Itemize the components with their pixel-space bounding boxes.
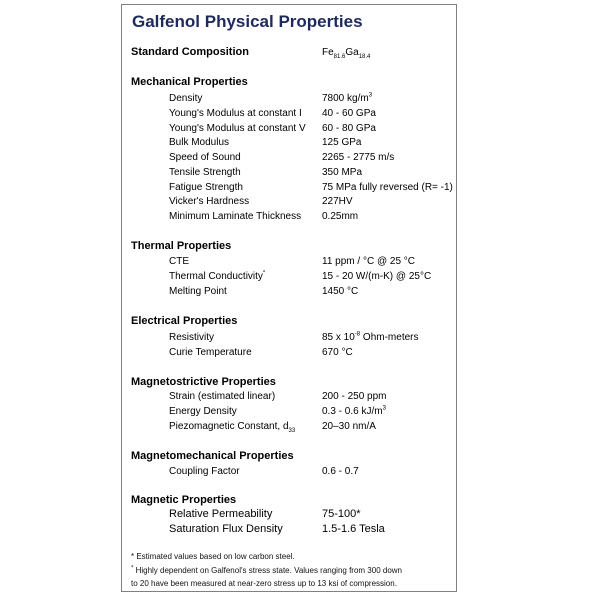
- cte-row: CTE 11 ppm / °C @ 25 °C: [169, 256, 415, 267]
- permeability-row: Relative Permeability 75-100*: [169, 508, 361, 520]
- youngs-i-row: Young's Modulus at constant I 40 - 60 GPa: [169, 108, 376, 119]
- resistivity-row: Resistivity 85 x $10^{-8}$ Ohm-meters: [169, 331, 419, 343]
- thermal-conductivity-row: Thermal Conductivity* 15 - 20 W/(m-K) @ 25°C: [169, 270, 432, 282]
- footnote-2-line-2: to 20 have been measured at near-zero stress up to 13 ksi of compression.: [131, 579, 397, 588]
- footnote-2-line-1: * Highly dependent on Galfenol's stress state. Values ranging from 300 down: [131, 565, 402, 575]
- thermal-heading: Thermal Properties: [131, 240, 232, 252]
- density-label: Density: [169, 93, 203, 104]
- electrical-heading: Electrical Properties: [131, 315, 238, 327]
- fatigue-row: Fatigue Strength 75 MPa fully reversed (R= -1): [169, 182, 453, 193]
- magnetomechanical-heading: Magnetomechanical Properties: [131, 450, 294, 462]
- speed-of-sound-row: Speed of Sound 2265 - 2775 m/s: [169, 152, 395, 163]
- strain-row: Strain (estimated linear) 200 - 250 ppm: [169, 391, 387, 402]
- piezomagnetic-row: Piezomagnetic Constant, $d_{33}$ 20–30 nm/A: [169, 421, 376, 434]
- properties-card: [121, 4, 457, 592]
- laminate-row: Minimum Laminate Thickness 0.25mm: [169, 211, 359, 222]
- melting-row: Melting Point 1450 °C: [169, 286, 359, 297]
- mechanical-heading: Mechanical Properties: [131, 76, 248, 88]
- saturation-row: Saturation Flux Density 1.5-1.6 Tesla: [169, 523, 385, 535]
- vickers-row: Vicker's Hardness 227HV: [169, 196, 353, 207]
- coupling-row: Coupling Factor 0.6 - 0.7: [169, 466, 359, 477]
- magnetic-heading: Magnetic Properties: [131, 494, 237, 506]
- footnote-1: * Estimated values based on low carbon steel.: [131, 552, 295, 561]
- tensile-row: Tensile Strength 350 MPa: [169, 167, 363, 178]
- composition-label: Standard Composition: [131, 46, 249, 58]
- magnetostrictive-heading: Magnetostrictive Properties: [131, 376, 276, 388]
- composition-value: $Fe_{81.6}Ga_{18.4}$: [322, 47, 371, 60]
- density-row: [122, 93, 456, 107]
- density-value: 7800 $kg/m^3$: [322, 92, 373, 104]
- curie-row: Curie Temperature 670 °C: [169, 347, 353, 358]
- page-title: Galfenol Physical Properties: [132, 12, 363, 31]
- energy-density-row: Energy Density 0.3 - 0.6 $kJ/m^3$: [169, 405, 386, 417]
- youngs-v-row: Young's Modulus at constant V 60 - 80 GPa: [169, 123, 376, 134]
- bulk-modulus-row: Bulk Modulus 125 GPa: [169, 137, 362, 148]
